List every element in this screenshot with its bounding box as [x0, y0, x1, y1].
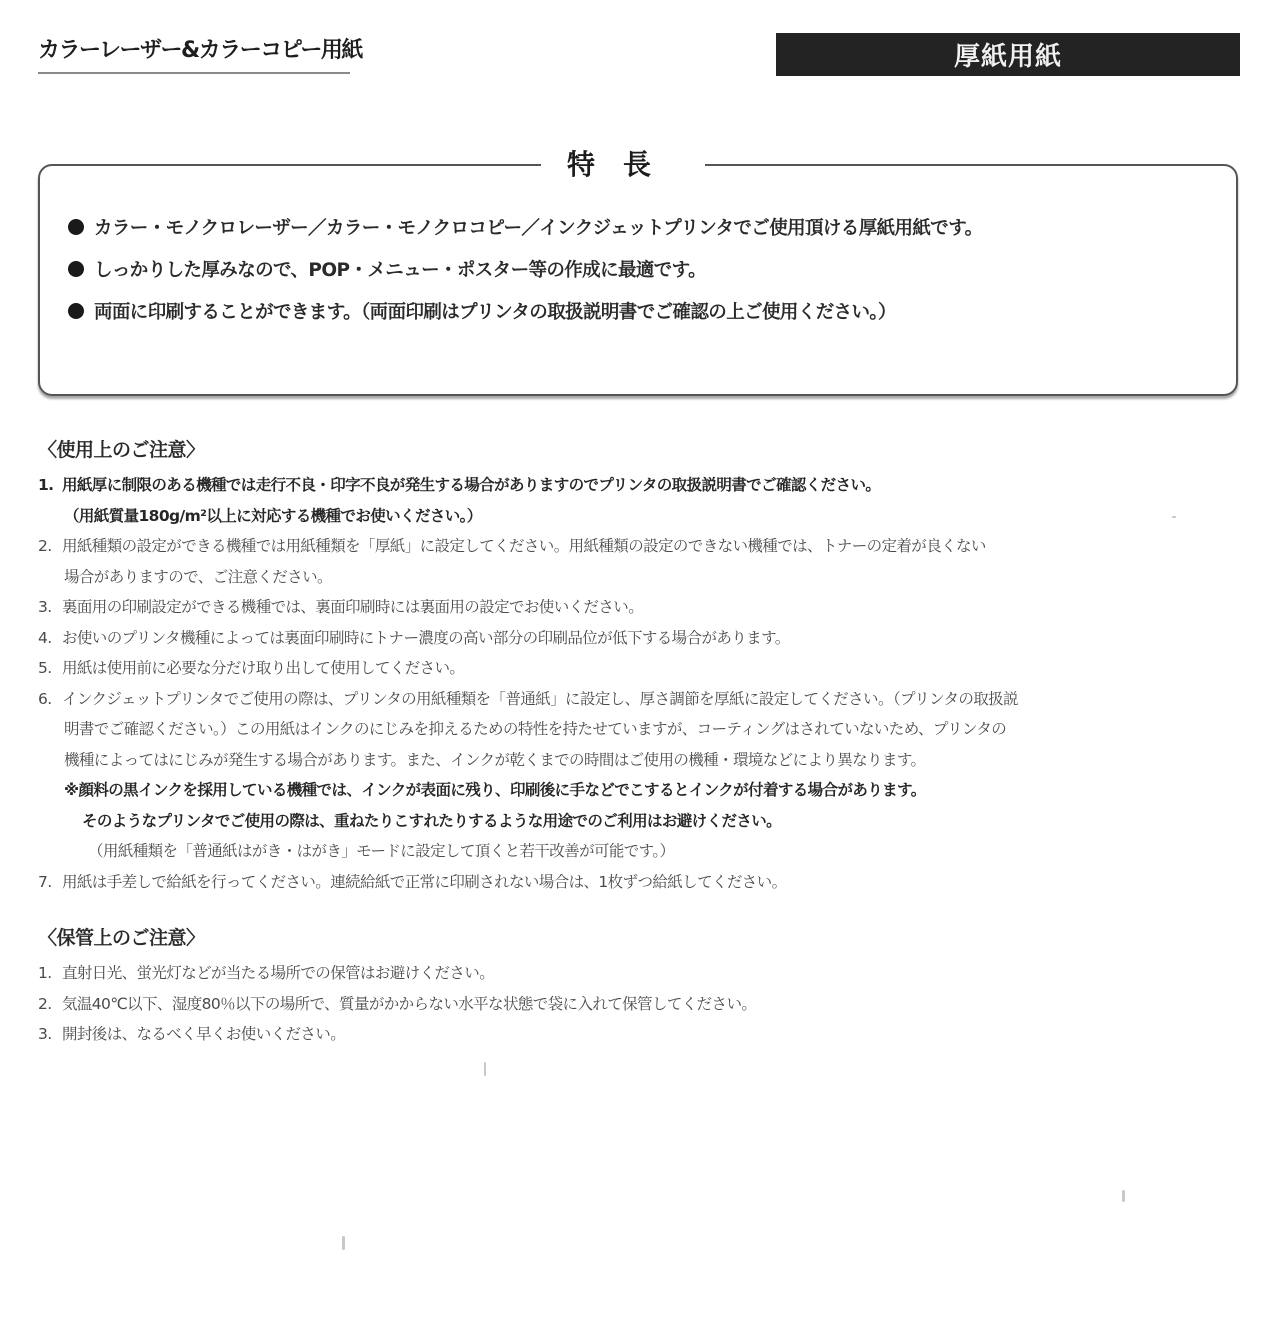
- note-text: 裏面用の印刷設定ができる機種では、裏面印刷時には裏面用の設定でお使いください。: [62, 598, 644, 616]
- usage-notes-section: [38, 436, 1248, 897]
- feature-text: 両面に印刷することができます。（両面印刷はプリンタの取扱説明書でご確認の上ご使用ください。）: [94, 302, 896, 323]
- note-number: 6.: [38, 689, 52, 708]
- storage-note-line: [38, 1019, 1248, 1050]
- bullet-icon: [68, 261, 84, 277]
- usage-note-warning-line: [38, 775, 1248, 806]
- bullet-icon: [68, 303, 84, 319]
- usage-note-line: [38, 592, 1248, 623]
- note-text: ※顔料の黒インクを採用している機種では、インクが表面に残り、印刷後に手などでこするとインクが付着する場合があります。: [64, 781, 926, 799]
- note-text: 直射日光、蛍光灯などが当たる場所での保管はお避けください。: [62, 964, 495, 982]
- product-line-header: [38, 36, 362, 74]
- features-heading: 特長: [541, 148, 705, 182]
- storage-notes-title: 〈保管上のご注意〉: [38, 927, 205, 949]
- note-text: インクジェットプリンタでご使用の際は、プリンタの用紙種類を「普通紙」に設定し、厚さ調節を厚紙に設定してください。（プリンタの取扱説: [62, 689, 1018, 708]
- note-text: （用紙種類を「普通紙はがき・はがき」モードに設定して頂くと若干改善が可能です。）: [88, 842, 675, 860]
- note-number: 3.: [38, 1025, 52, 1043]
- paper-type-title: 厚紙用紙: [953, 42, 1062, 72]
- note-text: （用紙質量180g/m²以上に対応する機種でお使いください。）: [64, 506, 482, 525]
- note-number: 5.: [38, 659, 52, 677]
- note-number: 4.: [38, 628, 52, 647]
- features-heading-wrap: [40, 148, 1236, 182]
- note-text: 場合がありますので、ご注意ください。: [64, 567, 332, 586]
- note-text: 開封後は、なるべく早くお使いください。: [62, 1025, 346, 1043]
- note-number: 2.: [38, 537, 52, 555]
- note-text: 用紙種類の設定ができる機種では用紙種類を「厚紙」に設定してください。用紙種類の設定のできない機種では、トナーの定着が良くない: [62, 537, 986, 555]
- note-text: 機種によってはにじみが発生する場合があります。また、インクが乾くまでの時間はご使用の機種・環境などにより異なります。: [64, 750, 926, 769]
- product-line-title: カラーレーザー&カラーコピー用紙: [38, 38, 362, 63]
- usage-note-line: [38, 653, 1248, 684]
- scan-speck: [342, 1236, 345, 1250]
- usage-note-line: [38, 623, 1248, 654]
- feature-item: [68, 248, 983, 290]
- storage-note-line: [38, 958, 1248, 989]
- usage-note-line: [38, 531, 1248, 562]
- note-text: お使いのプリンタ機種によっては裏面印刷時にトナー濃度の高い部分の印刷品位が低下する場合があります。: [62, 628, 790, 647]
- usage-note-line: [38, 470, 1248, 501]
- note-text: そのようなプリンタでご使用の際は、重ねたりこすれたりするような用途でのご利用はお避けください。: [82, 811, 782, 830]
- paper-type-banner: [776, 33, 1240, 76]
- note-text: 用紙は手差しで給紙を行ってください。連続給紙で正常に印刷されない場合は、1枚ずつ給紙してください。: [62, 872, 787, 891]
- storage-note-line: [38, 989, 1248, 1020]
- usage-note-line: [38, 684, 1248, 715]
- usage-notes-title: 〈使用上のご注意〉: [38, 439, 205, 461]
- note-text: 明書でご確認ください。）この用紙はインクのにじみを抑えるための特性を持たせていますが、コーティングはされていないため、プリンタの: [64, 720, 1007, 738]
- feature-text: カラー・モノクロレーザー／カラー・モノクロコピー／インクジェットプリンタでご使用頂ける厚紙用紙です。: [94, 218, 983, 239]
- usage-note-line: [38, 501, 1248, 532]
- features-list: [68, 206, 983, 332]
- note-number: 1.: [38, 964, 52, 982]
- bullet-icon: [68, 219, 84, 235]
- note-number: 7.: [38, 872, 52, 891]
- note-number: 2.: [38, 994, 52, 1013]
- note-text: 用紙は使用前に必要な分だけ取り出して使用してください。: [62, 659, 465, 677]
- scan-speck: [484, 1062, 486, 1076]
- usage-note-warning-line: [38, 806, 1248, 837]
- usage-note-line: [38, 867, 1248, 898]
- note-number: 3.: [38, 598, 52, 616]
- feature-text: しっかりした厚みなので、POP・メニュー・ポスター等の作成に最適です。: [94, 260, 706, 281]
- note-text: 気温40℃以下、湿度80％以下の場所で、質量がかからない水平な状態で袋に入れて保管してください。: [62, 994, 757, 1013]
- feature-item: [68, 206, 983, 248]
- scan-speck: [1122, 1190, 1125, 1202]
- usage-note-line: [38, 745, 1248, 776]
- note-text: 用紙厚に制限のある機種では走行不良・印字不良が発生する場合がありますのでプリンタの取扱説明書でご確認ください。: [62, 476, 881, 494]
- usage-note-line: [38, 562, 1248, 593]
- feature-item: [68, 290, 983, 332]
- usage-note-line: [38, 836, 1248, 867]
- usage-note-line: [38, 714, 1248, 745]
- storage-notes-section: [38, 924, 1248, 1050]
- note-number: 1.: [38, 476, 54, 494]
- scan-speck: [1172, 516, 1176, 518]
- features-box: [38, 148, 1238, 396]
